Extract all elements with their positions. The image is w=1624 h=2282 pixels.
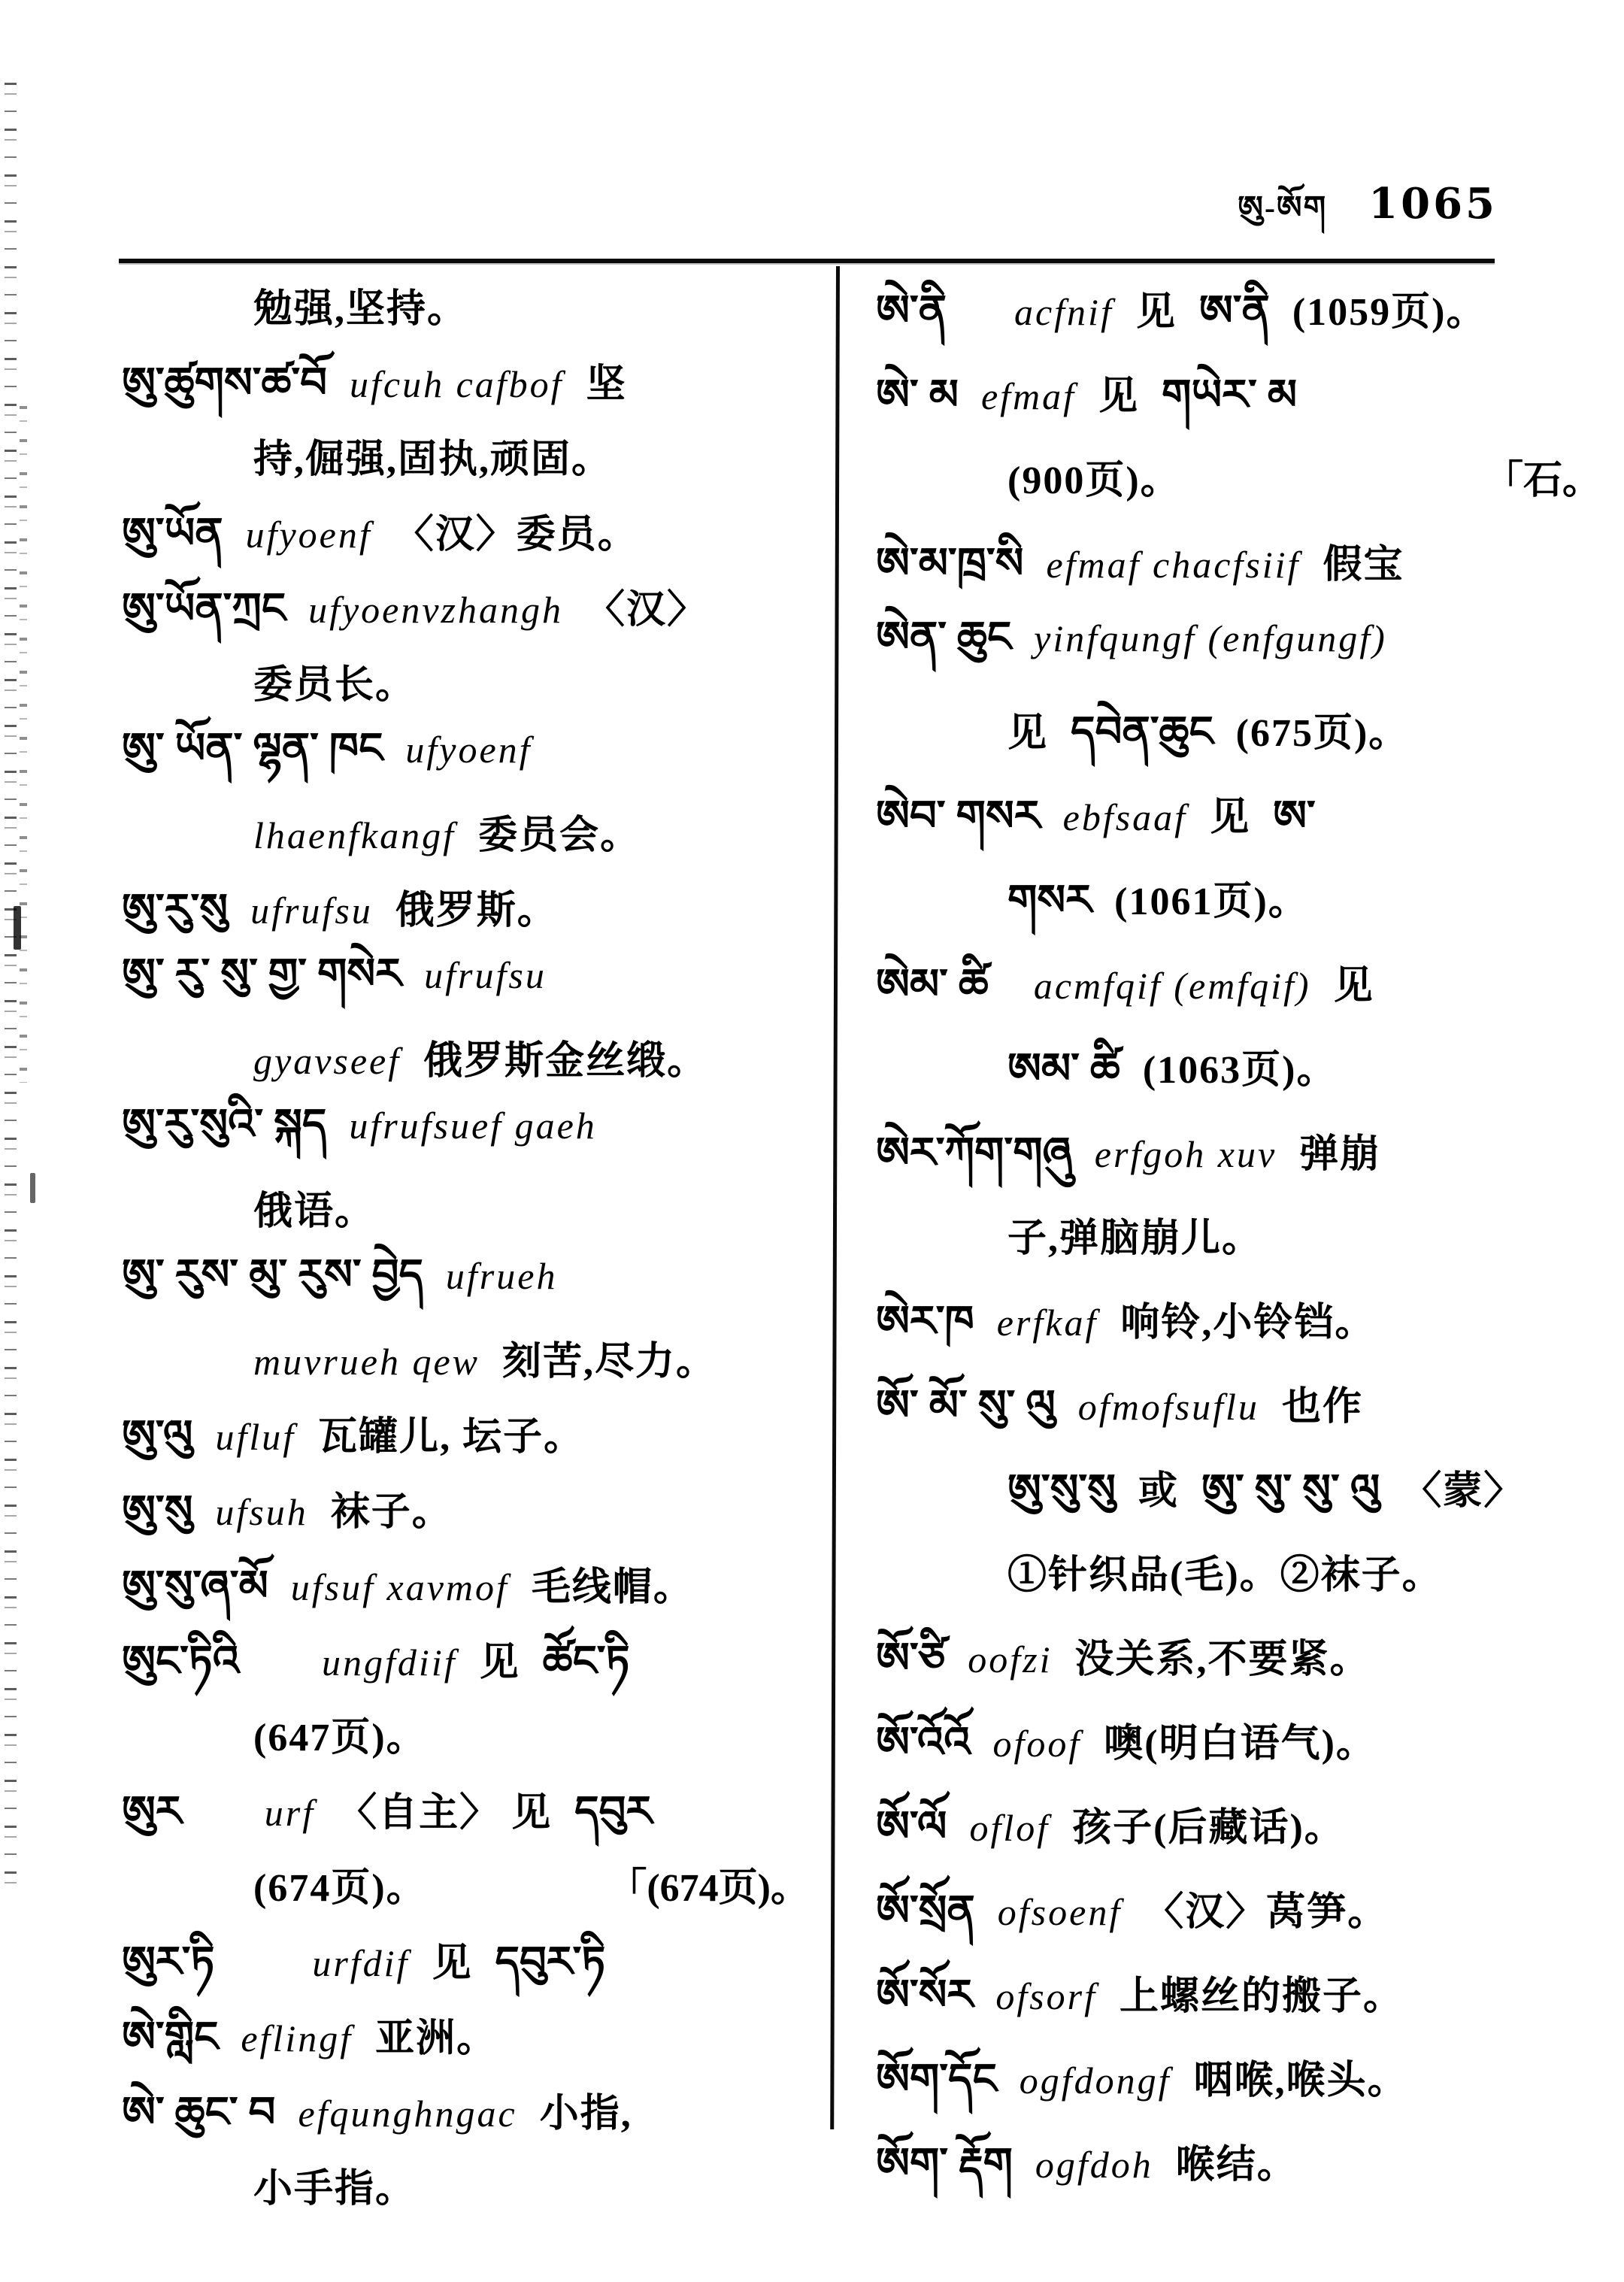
chinese-text: 瓦罐儿, 坛子。 — [318, 1416, 585, 1459]
romanization: ufrufsu — [250, 889, 373, 932]
romanization: erfkaf — [996, 1302, 1098, 1344]
entry-line — [876, 280, 1609, 364]
chinese-text: 喉结。 — [1175, 2144, 1298, 2187]
romanization: ofoof — [992, 1723, 1082, 1765]
chinese-text: 委员会。 — [478, 814, 641, 857]
chinese-text: 咽喉,喉头。 — [1193, 2059, 1408, 2102]
tibetan-headword: ཨོག་ རྡོག — [876, 2141, 1013, 2187]
romanization: ufsuf xavmof — [290, 1566, 509, 1608]
continuation-line — [876, 1206, 1609, 1290]
continuation-line — [122, 277, 817, 352]
entry-line — [122, 577, 817, 653]
continuation-line — [122, 2156, 817, 2232]
tibetan-headword: ཨུ་ ཡོན་ ལྷན་ ཁང — [122, 726, 383, 772]
tibetan-headword: ཨུ་རུ་སུའི་ སྐད — [122, 1102, 327, 1148]
continuation-line — [876, 1459, 1609, 1543]
entry-line — [122, 953, 817, 1029]
tibetan-text: ཨམ་ ཚི — [1007, 1046, 1120, 1093]
tibetan-headword: ཨུ་ རུས་ མུ་ རུས་ བྱེད — [122, 1252, 423, 1299]
romanization: efmaf chacfsiif — [1046, 544, 1301, 586]
romanization: ufyoenf — [405, 729, 532, 771]
tibetan-headword: ཨོ་སོར — [876, 1972, 974, 2019]
romanization: ufyoenvzhangh — [308, 589, 564, 631]
continuation-line — [876, 1038, 1609, 1122]
chinese-text: 俄语。 — [253, 1190, 376, 1233]
tibetan-headword: ཨུང་ཏིའི — [122, 1638, 240, 1685]
header-rule — [119, 259, 1495, 263]
tibetan-text: དབུར — [574, 1789, 653, 1835]
chinese-text: 俄罗斯金丝缎。 — [423, 1040, 708, 1083]
chinese-text: 〈汉〉莴笋。 — [1144, 1891, 1389, 1934]
chinese-text: 响铃,小铃铛。 — [1120, 1302, 1376, 1344]
romanization: eflingf — [241, 2017, 353, 2059]
chinese-text: (674页)。 — [253, 1867, 427, 1910]
tibetan-headword: ཨེ་གླིང — [122, 2014, 219, 2061]
chinese-text: 〈自主〉 见 — [338, 1792, 553, 1835]
chinese-text: 噢(明白语气)。 — [1104, 1723, 1377, 1765]
header-tibetan-guide: ཨུ-ཨོག — [1238, 191, 1328, 226]
tibetan-headword: ཨུ་ རུ་ སུ་ གྱ་ གསེར — [122, 951, 402, 998]
tibetan-headword: ཨོ་ལོ — [876, 1804, 947, 1850]
tibetan-headword: ཨུ་སུ་ཞ་མོ — [122, 1563, 268, 1610]
tibetan-headword: ཨུ་ལུ — [122, 1413, 193, 1459]
entry-line — [876, 364, 1609, 448]
romanization: acmfqif (emfqif) — [1033, 965, 1311, 1007]
romanization: urfdif — [312, 1942, 410, 1984]
chinese-text: 袜子。 — [330, 1491, 453, 1534]
entry-line — [122, 2081, 817, 2156]
tibetan-text: དབེན་ཆུང — [1071, 709, 1213, 756]
chinese-text: 俄罗斯。 — [395, 889, 558, 932]
right-fragment: 「石。 — [1483, 459, 1601, 502]
entry-line — [122, 1405, 817, 1480]
tibetan-headword: ཨེན་ ཆུང — [876, 614, 1012, 661]
romanization: ufrueh — [445, 1255, 558, 1297]
tibetan-text: ཨ་ — [1273, 793, 1316, 840]
tibetan-headword: ཨེ་ ཆུང་ བ — [122, 2090, 276, 2136]
entry-line — [876, 953, 1609, 1038]
entry-line — [122, 1780, 817, 1856]
tibetan-headword: ཨོ་ མོ་ སུ་ ལུ — [876, 1383, 1056, 1429]
chinese-text: 〈汉〉委员。 — [394, 514, 638, 556]
continuation-line — [122, 1029, 817, 1104]
tibetan-headword: ཨུར་ཏི — [122, 1939, 215, 1986]
tibetan-headword: ཨེར་ཀོག་གཞུ — [876, 1130, 1072, 1177]
tibetan-headword: ཨོ་ཙི — [876, 1635, 946, 1682]
romanization: urf — [264, 1792, 316, 1834]
tibetan-headword: ཨུ་ཚུགས་ཚ་བོ — [122, 360, 327, 407]
tibetan-headword: ཨོ་སྲོན — [876, 1888, 975, 1935]
left-column — [122, 277, 817, 2232]
continuation-line — [122, 427, 817, 502]
entry-line — [122, 1254, 817, 1329]
tibetan-headword: ཨུ་སུ — [122, 1488, 193, 1535]
chinese-text: 〈蒙〉 — [1402, 1470, 1525, 1513]
chinese-text: 勉强,坚持。 — [253, 288, 468, 331]
binding-noise — [5, 83, 17, 1887]
entry-line — [876, 785, 1609, 869]
chinese-text: 也作 — [1281, 1386, 1363, 1429]
entry-line — [876, 1796, 1609, 1880]
continuation-line — [122, 1329, 817, 1405]
entry-line — [122, 878, 817, 953]
continuation-line — [876, 701, 1609, 785]
chinese-text: 见 — [1098, 375, 1140, 418]
romanization: ofsorf — [995, 1975, 1098, 2017]
entry-line — [876, 1374, 1609, 1459]
romanization: efqunghngac — [298, 2093, 517, 2135]
romanization: erfgoh xuv — [1094, 1133, 1277, 1175]
tibetan-headword: ཨེར་ཁ — [876, 1299, 974, 1345]
tibetan-headword: ཨུ་ཡོན་ཀྲང — [122, 586, 286, 632]
tibetan-text: ཚོང་ཏི — [542, 1638, 630, 1685]
tibetan-text: གཡེར་ མ — [1162, 372, 1298, 419]
entry-line — [122, 1630, 817, 1705]
chinese-text: 子,弹脑崩儿。 — [1007, 1217, 1263, 1260]
continuation-line — [122, 653, 817, 728]
chinese-text: 见 — [1210, 796, 1251, 839]
entry-line — [876, 614, 1609, 701]
chinese-text: (900页)。 — [1007, 459, 1181, 502]
chinese-text: (1063页)。 — [1142, 1049, 1338, 1092]
binding-noise — [14, 906, 21, 950]
romanization: yinfqungf (enfgungf) — [1034, 617, 1387, 659]
tibetan-headword: ཨེ་མ་ཁྲ་སི — [876, 541, 1024, 587]
tibetan-headword: ཨུ་ཡོན — [122, 511, 223, 557]
romanization: efmaf — [980, 375, 1077, 417]
continuation-line — [122, 803, 817, 878]
right-column — [876, 280, 1609, 2217]
romanization: ufrufsu — [424, 954, 547, 996]
chinese-text: 假宝 — [1323, 544, 1404, 586]
chinese-text: 弹崩 — [1299, 1133, 1381, 1176]
tibetan-headword: ཨུར — [122, 1789, 182, 1835]
continuation-line — [122, 1705, 817, 1780]
chinese-text: 小指, — [539, 2093, 632, 2135]
tibetan-headword: ཨེབ་ གསར — [876, 793, 1041, 840]
chinese-text: 见 — [1007, 712, 1049, 755]
entry-line — [122, 1931, 817, 2006]
romanization: muvrueh qew — [253, 1341, 480, 1383]
continuation-line — [122, 1856, 817, 1931]
romanization: ufyoenf — [245, 514, 372, 556]
entry-line — [876, 1964, 1609, 2048]
entry-line — [876, 2048, 1609, 2132]
romanization: gyavseef — [253, 1040, 401, 1082]
romanization: ufrufsuef gaeh — [349, 1105, 597, 1147]
romanization: ufsuh — [215, 1491, 308, 1533]
tibetan-text: དབུར་ཏི — [495, 1939, 606, 1986]
tibetan-text: ཨུ་ སུ་ སུ་ ལུ — [1201, 1467, 1380, 1514]
romanization: ofmofsuflu — [1077, 1386, 1259, 1428]
chinese-text: 坚 — [586, 363, 627, 406]
continuation-line — [876, 869, 1609, 953]
chinese-text: 亚洲。 — [375, 2017, 498, 2060]
chinese-text: 〈汉〉 — [586, 589, 708, 632]
tibetan-headword: ཨོག་དོང — [876, 2056, 997, 2103]
tibetan-text: ཨ་ནི — [1198, 288, 1270, 335]
romanization: ogfdoh — [1035, 2144, 1153, 2186]
chinese-text: 见 — [1333, 965, 1374, 1008]
entry-line — [876, 1711, 1609, 1796]
chinese-text: 或 — [1138, 1470, 1179, 1513]
tibetan-headword: ཨེམ་ ཚི — [876, 962, 989, 1008]
page-header — [1238, 171, 1498, 261]
chinese-text: 没关系,不要紧。 — [1074, 1638, 1371, 1681]
binding-noise — [30, 1173, 35, 1203]
romanization: ofsoenf — [997, 1891, 1123, 1933]
chinese-text: (1059页)。 — [1292, 291, 1487, 334]
entry-line — [122, 1104, 817, 1179]
entry-line — [876, 1880, 1609, 1964]
chinese-text: 见 — [432, 1942, 473, 1985]
page-number: 1065 — [1368, 179, 1498, 229]
entry-line — [876, 532, 1609, 617]
binding-noise — [20, 406, 27, 1083]
chinese-text: 见 — [1135, 291, 1177, 334]
romanization: ufluf — [215, 1416, 296, 1458]
chinese-text: 毛线帽。 — [531, 1566, 694, 1609]
entry-line — [122, 728, 817, 803]
continuation-line — [876, 1543, 1609, 1627]
tibetan-headword: ཨེ་ མ — [876, 372, 959, 419]
entry-line — [122, 1555, 817, 1630]
entry-line — [122, 2006, 817, 2081]
chinese-text: 小手指。 — [253, 2168, 417, 2211]
entry-line — [122, 1480, 817, 1555]
column-divider — [830, 266, 840, 2129]
chinese-text: (647页)。 — [253, 1717, 427, 1759]
chinese-text: ①针织品(毛)。②袜子。 — [1007, 1554, 1443, 1597]
continuation-line — [122, 1179, 817, 1254]
tibetan-text: གསར — [1007, 877, 1092, 924]
right-fragment: 「(674页)。 — [607, 1867, 810, 1910]
romanization: ogfdongf — [1019, 2059, 1171, 2102]
tibetan-headword: ཨུ་རུ་སུ — [122, 886, 229, 933]
entry-line — [876, 1627, 1609, 1711]
romanization: oofzi — [968, 1638, 1053, 1680]
chinese-text: (1061页)。 — [1114, 880, 1309, 923]
tibetan-headword: ཨོ་འོའོ — [876, 1720, 971, 1766]
romanization: ufcuh cafbof — [350, 363, 564, 405]
chinese-text: 上螺丝的搬子。 — [1120, 1975, 1404, 2018]
chinese-text: 见 — [479, 1641, 520, 1684]
chinese-text: 委员长。 — [253, 664, 417, 707]
tibetan-headword: ཨེ་ནི — [876, 288, 947, 335]
continuation-line — [876, 448, 1609, 532]
entry-line — [122, 352, 817, 427]
romanization: acfnif — [1013, 291, 1113, 333]
entry-line — [876, 1122, 1609, 1206]
entry-line — [876, 2132, 1609, 2217]
romanization: lhaenfkangf — [253, 814, 456, 856]
romanization: ebfsaaf — [1062, 796, 1188, 838]
chinese-text: 孩子(后藏话)。 — [1072, 1807, 1345, 1850]
chinese-text: 持,倔强,固执,顽固。 — [253, 438, 613, 481]
chinese-text: 刻苦,尽力。 — [502, 1341, 717, 1383]
entry-line — [876, 1290, 1609, 1374]
chinese-text: (675页)。 — [1235, 712, 1410, 755]
romanization: ungfdiif — [322, 1641, 457, 1683]
entry-line — [122, 502, 817, 577]
romanization: oflof — [969, 1807, 1050, 1849]
tibetan-text: ཨུ་སུ་སུ — [1007, 1467, 1116, 1514]
